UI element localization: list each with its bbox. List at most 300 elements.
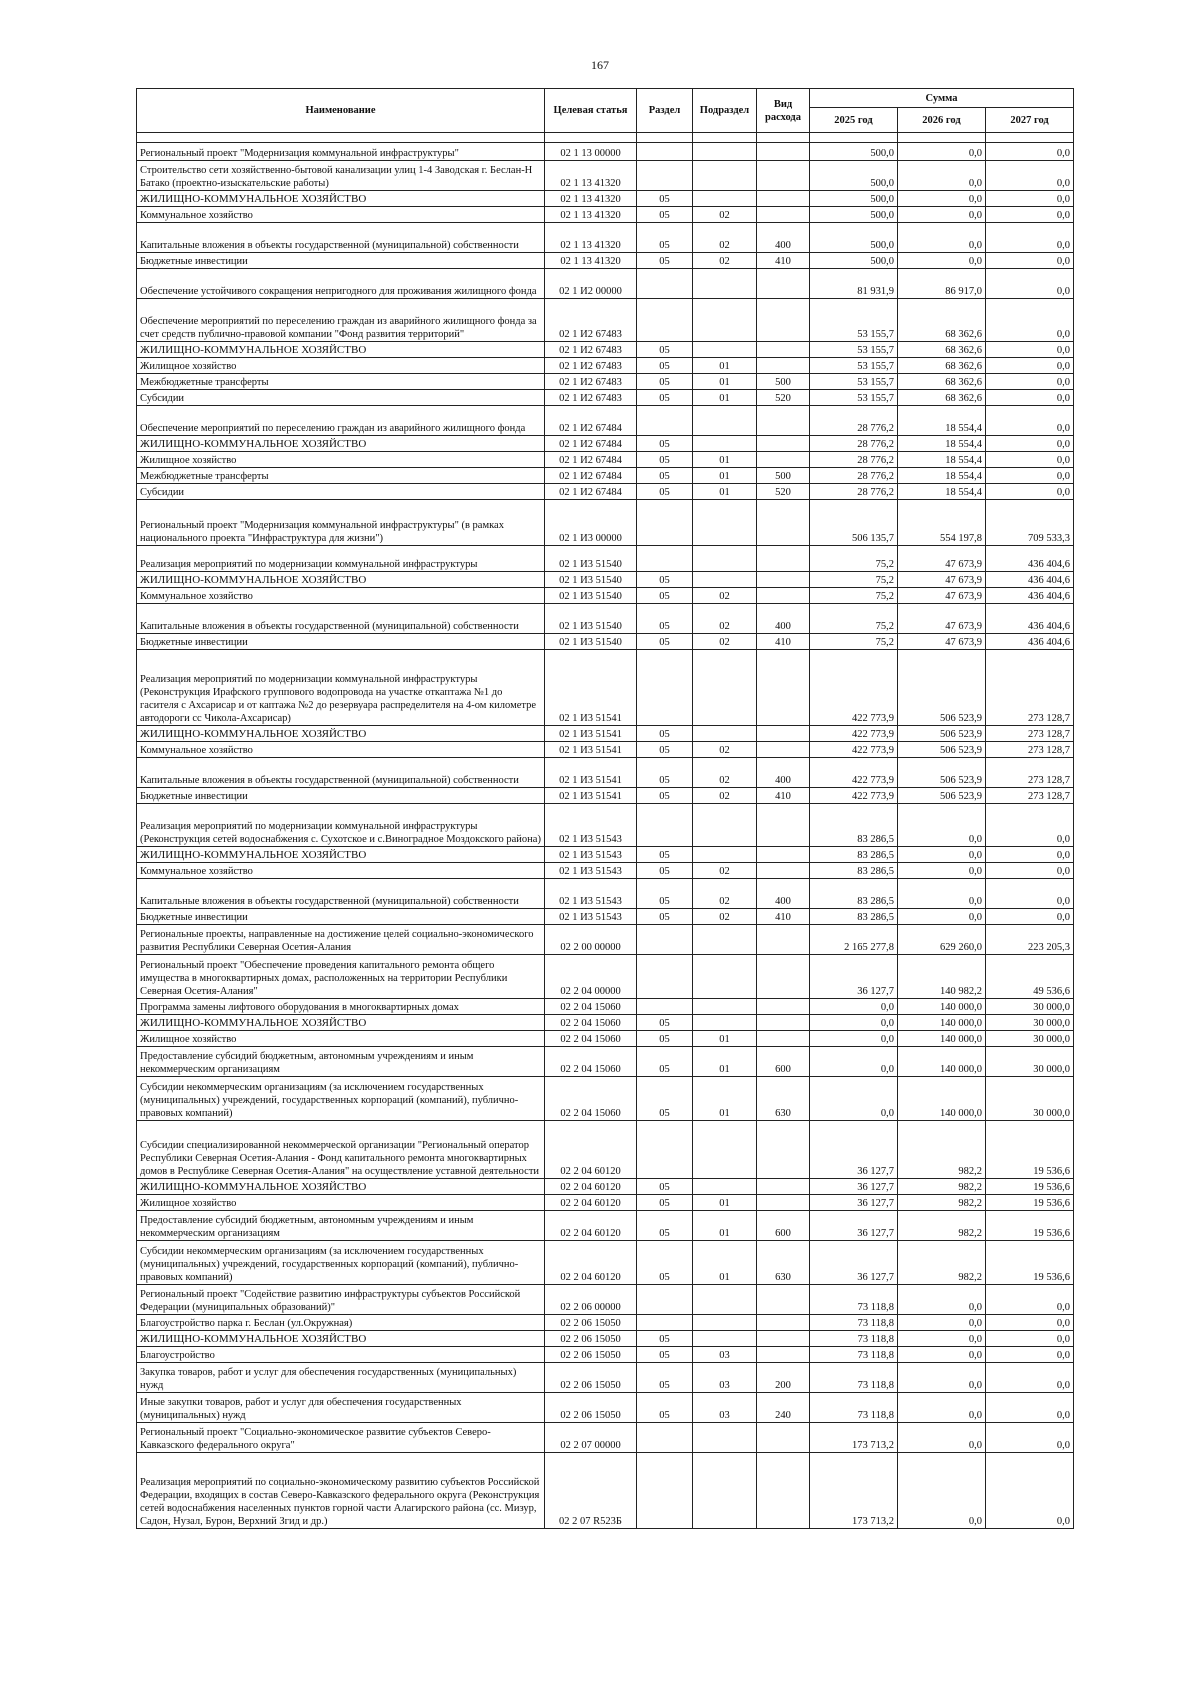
- row-section: [637, 804, 693, 847]
- row-section: 05: [637, 588, 693, 604]
- row-subsection: [693, 546, 757, 572]
- row-section: [637, 269, 693, 299]
- row-sum-2027: 19 536,6: [986, 1179, 1074, 1195]
- row-target: 02 2 06 15050: [545, 1363, 637, 1393]
- row-sum-2026: 18 554,4: [898, 406, 986, 436]
- row-expense-type: [757, 847, 810, 863]
- table-row: [137, 1423, 1074, 1453]
- row-name: Обеспечение устойчивого сокращения непригодного для проживания жилищного фонда: [137, 269, 545, 299]
- row-sum-2027: 273 128,7: [986, 726, 1074, 742]
- row-expense-type: [757, 650, 810, 726]
- row-target: 02 1 И2 67483: [545, 299, 637, 342]
- row-target: 02 2 04 15060: [545, 1031, 637, 1047]
- header-sum: Сумма: [810, 89, 1074, 108]
- row-sum-2026: 506 523,9: [898, 758, 986, 788]
- row-expense-type: [757, 1453, 810, 1529]
- row-sum-2025: 53 155,7: [810, 342, 898, 358]
- row-sum-2027: 0,0: [986, 804, 1074, 847]
- row-name: ЖИЛИЩНО-КОММУНАЛЬНОЕ ХОЗЯЙСТВО: [137, 572, 545, 588]
- row-subsection: 02: [693, 742, 757, 758]
- row-expense-type: 520: [757, 390, 810, 406]
- row-name: Закупка товаров, работ и услуг для обеспечения государственных (муниципальных) нужд: [137, 1363, 545, 1393]
- row-target: 02 1 13 41320: [545, 191, 637, 207]
- row-sum-2027: 0,0: [986, 1315, 1074, 1331]
- row-sum-2027: 0,0: [986, 253, 1074, 269]
- row-section: [637, 1315, 693, 1331]
- row-section: [637, 1423, 693, 1453]
- row-sum-2025: 2 165 277,8: [810, 925, 898, 955]
- table-row: [137, 468, 1074, 484]
- row-section: 05: [637, 788, 693, 804]
- row-name: Жилищное хозяйство: [137, 452, 545, 468]
- row-name: Благоустройство: [137, 1347, 545, 1363]
- row-section: [637, 955, 693, 999]
- row-target: 02 1 13 41320: [545, 253, 637, 269]
- row-subsection: 02: [693, 588, 757, 604]
- table-row: [137, 253, 1074, 269]
- table-row: [137, 223, 1074, 253]
- row-sum-2027: 19 536,6: [986, 1121, 1074, 1179]
- row-expense-type: [757, 406, 810, 436]
- table-row: [137, 1077, 1074, 1121]
- row-sum-2027: 0,0: [986, 484, 1074, 500]
- table-row: [137, 1315, 1074, 1331]
- row-sum-2026: 0,0: [898, 253, 986, 269]
- row-target: 02 1 И2 67484: [545, 436, 637, 452]
- row-subsection: [693, 726, 757, 742]
- row-name: ЖИЛИЩНО-КОММУНАЛЬНОЕ ХОЗЯЙСТВО: [137, 191, 545, 207]
- table-row: [137, 1363, 1074, 1393]
- row-sum-2027: 0,0: [986, 468, 1074, 484]
- row-name: Бюджетные инвестиции: [137, 634, 545, 650]
- row-expense-type: 500: [757, 468, 810, 484]
- row-sum-2026: 506 523,9: [898, 650, 986, 726]
- row-expense-type: [757, 999, 810, 1015]
- row-target: 02 1 И3 51543: [545, 909, 637, 925]
- row-sum-2025: 500,0: [810, 253, 898, 269]
- row-sum-2025: 28 776,2: [810, 452, 898, 468]
- row-sum-2026: 0,0: [898, 1315, 986, 1331]
- row-section: 05: [637, 191, 693, 207]
- row-name: Обеспечение мероприятий по переселению граждан из аварийного жилищного фонда: [137, 406, 545, 436]
- row-target: 02 1 13 41320: [545, 161, 637, 191]
- row-target: 02 1 И3 51541: [545, 758, 637, 788]
- row-target: 02 1 И3 51541: [545, 726, 637, 742]
- row-sum-2025: 53 155,7: [810, 299, 898, 342]
- table-row: [137, 650, 1074, 726]
- row-sum-2026: 68 362,6: [898, 299, 986, 342]
- row-name: Коммунальное хозяйство: [137, 588, 545, 604]
- row-name: Региональный проект "Содействие развитию инфраструктуры субъектов Российской Федерации (муниципальных образований)": [137, 1285, 545, 1315]
- row-target: 02 1 И3 51543: [545, 804, 637, 847]
- row-sum-2026: 0,0: [898, 1347, 986, 1363]
- row-section: 05: [637, 436, 693, 452]
- row-name: Строительство сети хозяйственно-бытовой канализации улиц 1-4 Заводская г. Беслан-Н Батако (проектно-изыскательские работы): [137, 161, 545, 191]
- row-sum-2027: 30 000,0: [986, 999, 1074, 1015]
- row-expense-type: 400: [757, 758, 810, 788]
- row-sum-2027: 0,0: [986, 342, 1074, 358]
- row-section: 05: [637, 374, 693, 390]
- row-sum-2027: 0,0: [986, 143, 1074, 161]
- row-subsection: 01: [693, 1077, 757, 1121]
- row-sum-2027: 30 000,0: [986, 1047, 1074, 1077]
- row-sum-2025: 75,2: [810, 588, 898, 604]
- row-section: 05: [637, 1195, 693, 1211]
- row-sum-2027: 0,0: [986, 406, 1074, 436]
- row-sum-2025: 500,0: [810, 207, 898, 223]
- row-sum-2025: 36 127,7: [810, 1241, 898, 1285]
- row-name: Субсидии некоммерческим организациям (за исключением государственных (муниципальных) учреждений, государственных корпораций (компаний), публично-правовых компаний): [137, 1241, 545, 1285]
- row-name: ЖИЛИЩНО-КОММУНАЛЬНОЕ ХОЗЯЙСТВО: [137, 1179, 545, 1195]
- row-sum-2026: 0,0: [898, 1393, 986, 1423]
- row-expense-type: 600: [757, 1211, 810, 1241]
- row-sum-2027: 436 404,6: [986, 634, 1074, 650]
- row-section: 05: [637, 572, 693, 588]
- row-sum-2025: 28 776,2: [810, 484, 898, 500]
- row-expense-type: [757, 1331, 810, 1347]
- row-target: 02 2 06 15050: [545, 1315, 637, 1331]
- row-subsection: [693, 1285, 757, 1315]
- row-sum-2027: 0,0: [986, 863, 1074, 879]
- row-subsection: 03: [693, 1393, 757, 1423]
- row-sum-2026: 0,0: [898, 223, 986, 253]
- row-expense-type: [757, 588, 810, 604]
- row-sum-2026: 506 523,9: [898, 742, 986, 758]
- row-sum-2027: 0,0: [986, 191, 1074, 207]
- row-name: Реализация мероприятий по модернизации коммунальной инфраструктуры: [137, 546, 545, 572]
- row-expense-type: 630: [757, 1241, 810, 1285]
- row-sum-2027: 436 404,6: [986, 588, 1074, 604]
- table-row: [137, 207, 1074, 223]
- row-target: 02 2 07 R523Б: [545, 1453, 637, 1529]
- row-expense-type: 240: [757, 1393, 810, 1423]
- row-expense-type: 410: [757, 909, 810, 925]
- row-sum-2027: 0,0: [986, 390, 1074, 406]
- row-sum-2027: 0,0: [986, 1423, 1074, 1453]
- table-row: [137, 1453, 1074, 1529]
- row-section: 05: [637, 342, 693, 358]
- row-sum-2026: 982,2: [898, 1195, 986, 1211]
- row-target: 02 1 13 41320: [545, 207, 637, 223]
- row-sum-2025: 36 127,7: [810, 1195, 898, 1211]
- row-expense-type: [757, 572, 810, 588]
- row-sum-2025: 73 118,8: [810, 1363, 898, 1393]
- row-sum-2027: 19 536,6: [986, 1211, 1074, 1241]
- table-row: [137, 1195, 1074, 1211]
- row-expense-type: [757, 1015, 810, 1031]
- row-sum-2025: 75,2: [810, 604, 898, 634]
- table-header: [137, 89, 1074, 133]
- table-row: [137, 1331, 1074, 1347]
- row-section: 05: [637, 1211, 693, 1241]
- page-number: 167: [591, 58, 609, 72]
- row-sum-2025: 75,2: [810, 572, 898, 588]
- table-row: [137, 1179, 1074, 1195]
- table-row: [137, 342, 1074, 358]
- row-expense-type: 500: [757, 374, 810, 390]
- row-expense-type: [757, 1315, 810, 1331]
- row-sum-2026: 0,0: [898, 909, 986, 925]
- row-sum-2027: 0,0: [986, 269, 1074, 299]
- row-name: Субсидии: [137, 484, 545, 500]
- row-name: Региональные проекты, направленные на достижение целей социально-экономического развития Республики Северная Осетия-Алания: [137, 925, 545, 955]
- row-section: 05: [637, 390, 693, 406]
- row-subsection: [693, 955, 757, 999]
- row-sum-2025: 73 118,8: [810, 1315, 898, 1331]
- row-sum-2026: 0,0: [898, 207, 986, 223]
- row-subsection: [693, 406, 757, 436]
- row-expense-type: [757, 863, 810, 879]
- table-row: [137, 572, 1074, 588]
- row-sum-2025: 0,0: [810, 999, 898, 1015]
- row-expense-type: [757, 342, 810, 358]
- row-sum-2026: 47 673,9: [898, 604, 986, 634]
- row-name: ЖИЛИЩНО-КОММУНАЛЬНОЕ ХОЗЯЙСТВО: [137, 1015, 545, 1031]
- row-expense-type: 410: [757, 788, 810, 804]
- row-target: 02 2 06 00000: [545, 1285, 637, 1315]
- table-row: [137, 742, 1074, 758]
- row-subsection: [693, 1331, 757, 1347]
- row-expense-type: 630: [757, 1077, 810, 1121]
- row-section: [637, 1285, 693, 1315]
- row-subsection: 01: [693, 484, 757, 500]
- row-sum-2025: 28 776,2: [810, 436, 898, 452]
- row-sum-2026: 0,0: [898, 161, 986, 191]
- row-section: 05: [637, 223, 693, 253]
- row-name: Межбюджетные трансферты: [137, 468, 545, 484]
- row-sum-2025: 81 931,9: [810, 269, 898, 299]
- row-subsection: 02: [693, 207, 757, 223]
- row-sum-2027: 0,0: [986, 299, 1074, 342]
- table-row: [137, 1015, 1074, 1031]
- row-target: 02 2 04 00000: [545, 955, 637, 999]
- row-sum-2027: 436 404,6: [986, 546, 1074, 572]
- row-expense-type: [757, 1195, 810, 1211]
- row-sum-2026: 140 000,0: [898, 1077, 986, 1121]
- row-sum-2026: 0,0: [898, 1331, 986, 1347]
- row-section: 05: [637, 863, 693, 879]
- row-expense-type: 400: [757, 604, 810, 634]
- row-name: ЖИЛИЩНО-КОММУНАЛЬНОЕ ХОЗЯЙСТВО: [137, 436, 545, 452]
- row-sum-2027: 0,0: [986, 207, 1074, 223]
- row-section: 05: [637, 1031, 693, 1047]
- row-sum-2026: 982,2: [898, 1179, 986, 1195]
- row-sum-2026: 506 523,9: [898, 788, 986, 804]
- row-sum-2026: 18 554,4: [898, 436, 986, 452]
- row-target: 02 1 И3 51540: [545, 572, 637, 588]
- row-sum-2025: 53 155,7: [810, 390, 898, 406]
- row-sum-2025: 75,2: [810, 546, 898, 572]
- row-target: 02 2 06 15050: [545, 1393, 637, 1423]
- row-section: 05: [637, 1047, 693, 1077]
- row-section: 05: [637, 253, 693, 269]
- row-section: 05: [637, 604, 693, 634]
- row-subsection: [693, 999, 757, 1015]
- row-subsection: [693, 436, 757, 452]
- row-sum-2025: 36 127,7: [810, 1121, 898, 1179]
- row-name: Иные закупки товаров, работ и услуг для обеспечения государственных (муниципальных) нужд: [137, 1393, 545, 1423]
- row-name: Региональный проект "Модернизация коммунальной инфраструктуры" (в рамках национального проекта "Инфраструктура для жизни"): [137, 500, 545, 546]
- row-subsection: 02: [693, 879, 757, 909]
- row-expense-type: [757, 452, 810, 468]
- row-sum-2026: 0,0: [898, 191, 986, 207]
- table-row: [137, 634, 1074, 650]
- row-sum-2026: 140 000,0: [898, 1015, 986, 1031]
- table-row: [137, 1031, 1074, 1047]
- row-sum-2025: 173 713,2: [810, 1423, 898, 1453]
- table-row: [137, 955, 1074, 999]
- table-row: [137, 143, 1074, 161]
- row-sum-2027: 436 404,6: [986, 604, 1074, 634]
- row-name: Бюджетные инвестиции: [137, 788, 545, 804]
- table-row: [137, 546, 1074, 572]
- row-sum-2026: 0,0: [898, 1423, 986, 1453]
- row-expense-type: [757, 500, 810, 546]
- row-subsection: 01: [693, 1047, 757, 1077]
- row-name: Субсидии некоммерческим организациям (за исключением государственных (муниципальных) учреждений, государственных корпораций (компаний), публично-правовых компаний): [137, 1077, 545, 1121]
- row-sum-2026: 68 362,6: [898, 374, 986, 390]
- row-section: 05: [637, 1363, 693, 1393]
- row-expense-type: [757, 1285, 810, 1315]
- header-section: Раздел: [637, 89, 693, 133]
- row-sum-2027: 0,0: [986, 161, 1074, 191]
- row-name: Предоставление субсидий бюджетным, автономным учреждениям и иным некоммерческим организациям: [137, 1047, 545, 1077]
- row-target: 02 2 04 60120: [545, 1241, 637, 1285]
- table-row: [137, 436, 1074, 452]
- row-subsection: 02: [693, 223, 757, 253]
- row-expense-type: [757, 358, 810, 374]
- row-sum-2027: 0,0: [986, 358, 1074, 374]
- row-section: [637, 161, 693, 191]
- row-sum-2026: 629 260,0: [898, 925, 986, 955]
- row-sum-2027: 436 404,6: [986, 572, 1074, 588]
- row-section: 05: [637, 1331, 693, 1347]
- row-subsection: 01: [693, 390, 757, 406]
- row-expense-type: [757, 742, 810, 758]
- row-sum-2027: 0,0: [986, 1285, 1074, 1315]
- row-section: 05: [637, 1393, 693, 1423]
- table-row: [137, 406, 1074, 436]
- row-sum-2026: 0,0: [898, 863, 986, 879]
- row-section: 05: [637, 358, 693, 374]
- row-sum-2027: 0,0: [986, 879, 1074, 909]
- row-sum-2027: 0,0: [986, 374, 1074, 390]
- table-row: [137, 847, 1074, 863]
- row-sum-2027: 0,0: [986, 1363, 1074, 1393]
- row-subsection: 01: [693, 1241, 757, 1285]
- row-expense-type: [757, 1121, 810, 1179]
- row-target: 02 2 04 60120: [545, 1121, 637, 1179]
- row-name: ЖИЛИЩНО-КОММУНАЛЬНОЕ ХОЗЯЙСТВО: [137, 847, 545, 863]
- row-sum-2026: 982,2: [898, 1211, 986, 1241]
- row-target: 02 2 04 15060: [545, 999, 637, 1015]
- row-target: 02 2 04 15060: [545, 1077, 637, 1121]
- table-row: [137, 879, 1074, 909]
- table-row: [137, 299, 1074, 342]
- row-sum-2026: 18 554,4: [898, 452, 986, 468]
- row-sum-2026: 86 917,0: [898, 269, 986, 299]
- table-row: [137, 452, 1074, 468]
- row-section: [637, 925, 693, 955]
- header-2026: 2026 год: [898, 108, 986, 133]
- row-expense-type: [757, 1031, 810, 1047]
- row-sum-2027: 273 128,7: [986, 742, 1074, 758]
- row-section: 05: [637, 726, 693, 742]
- row-target: 02 2 04 60120: [545, 1211, 637, 1241]
- row-sum-2027: 0,0: [986, 1393, 1074, 1423]
- row-sum-2026: 18 554,4: [898, 468, 986, 484]
- row-name: Реализация мероприятий по модернизации коммунальной инфраструктуры (Реконструкция Ирафского группового водопровода на участке откаптажа №1 до гасителя с Ахсарисар и от каптажа №2 до резервуара распределителя на 4-ом километре автодороги сс Чикола-Ахсарисар): [137, 650, 545, 726]
- row-target: 02 1 И2 67484: [545, 406, 637, 436]
- row-sum-2027: 0,0: [986, 1331, 1074, 1347]
- row-name: Жилищное хозяйство: [137, 358, 545, 374]
- header-2027: 2027 год: [986, 108, 1074, 133]
- row-sum-2025: 83 286,5: [810, 909, 898, 925]
- row-sum-2027: 30 000,0: [986, 1031, 1074, 1047]
- table-row: [137, 925, 1074, 955]
- row-target: 02 2 07 00000: [545, 1423, 637, 1453]
- row-section: 05: [637, 879, 693, 909]
- table-row: [137, 726, 1074, 742]
- row-sum-2025: 83 286,5: [810, 863, 898, 879]
- row-expense-type: 600: [757, 1047, 810, 1077]
- row-target: 02 1 И3 51540: [545, 604, 637, 634]
- table-row: [137, 788, 1074, 804]
- row-sum-2025: 506 135,7: [810, 500, 898, 546]
- row-target: 02 2 04 15060: [545, 1047, 637, 1077]
- row-name: Предоставление субсидий бюджетным, автономным учреждениям и иным некоммерческим организациям: [137, 1211, 545, 1241]
- row-expense-type: 400: [757, 879, 810, 909]
- row-sum-2025: 422 773,9: [810, 788, 898, 804]
- row-subsection: 03: [693, 1347, 757, 1363]
- table-row: [137, 758, 1074, 788]
- row-sum-2025: 0,0: [810, 1031, 898, 1047]
- row-subsection: [693, 269, 757, 299]
- row-expense-type: [757, 925, 810, 955]
- table-row: [137, 1393, 1074, 1423]
- row-subsection: 02: [693, 253, 757, 269]
- row-sum-2026: 47 673,9: [898, 588, 986, 604]
- row-subsection: [693, 847, 757, 863]
- row-sum-2026: 47 673,9: [898, 634, 986, 650]
- row-target: 02 1 И3 51540: [545, 546, 637, 572]
- row-section: [637, 650, 693, 726]
- table-row: [137, 191, 1074, 207]
- row-sum-2025: 28 776,2: [810, 468, 898, 484]
- row-sum-2025: 500,0: [810, 161, 898, 191]
- row-subsection: 02: [693, 604, 757, 634]
- header-target: Целевая статья: [545, 89, 637, 133]
- row-name: Капитальные вложения в объекты государственной (муниципальной) собственности: [137, 604, 545, 634]
- row-sum-2027: 30 000,0: [986, 1077, 1074, 1121]
- row-subsection: [693, 143, 757, 161]
- row-section: 05: [637, 207, 693, 223]
- row-subsection: [693, 572, 757, 588]
- table-row: [137, 358, 1074, 374]
- table-row: [137, 390, 1074, 406]
- row-target: 02 1 И2 67483: [545, 358, 637, 374]
- row-name: Субсидии специализированной некоммерческой организации "Региональный оператор Республики Северная Осетия-Алания - Фонд капитального ремонта многоквартирных домов в Республике Северная Осетия-Алания" на осуществление уставной деятельности: [137, 1121, 545, 1179]
- row-sum-2026: 68 362,6: [898, 390, 986, 406]
- row-subsection: 01: [693, 1195, 757, 1211]
- row-expense-type: 520: [757, 484, 810, 500]
- row-sum-2027: 19 536,6: [986, 1241, 1074, 1285]
- row-target: 02 1 И2 67483: [545, 342, 637, 358]
- row-sum-2025: 173 713,2: [810, 1453, 898, 1529]
- row-sum-2025: 73 118,8: [810, 1331, 898, 1347]
- table-row: [137, 1285, 1074, 1315]
- row-sum-2026: 982,2: [898, 1241, 986, 1285]
